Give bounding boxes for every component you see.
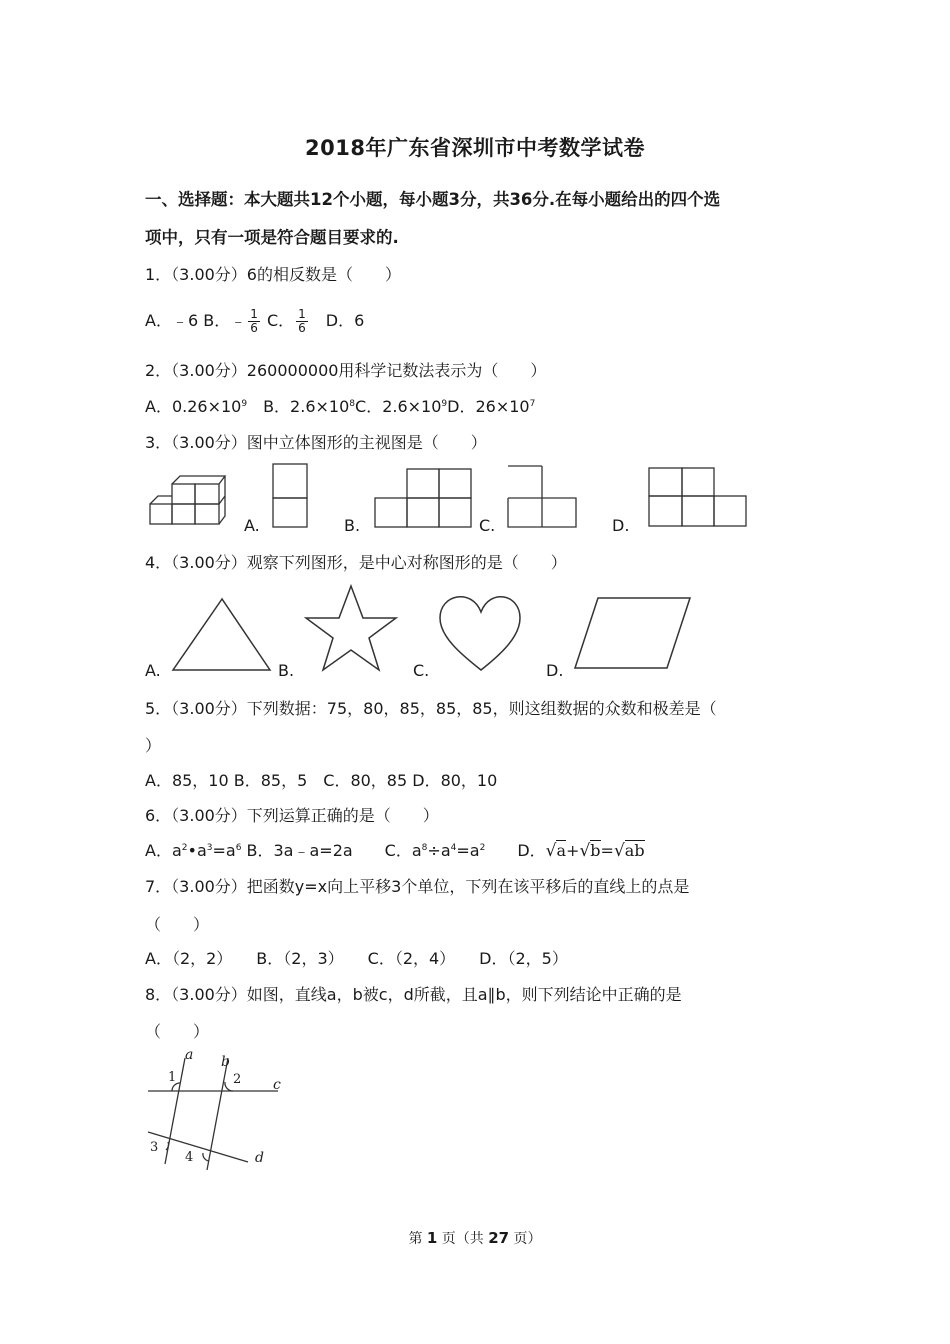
q3-label-b: B. <box>344 516 361 535</box>
q6-a-eq: =a <box>212 841 236 860</box>
q4-heart-shape <box>440 597 520 670</box>
q3-option-a-view <box>273 464 307 527</box>
q8-label-4: 4 <box>185 1150 194 1165</box>
q6-a-exp1: 2 <box>181 843 188 853</box>
q3-label-c: C. <box>479 516 496 535</box>
q6-option-a: A．a <box>145 841 182 860</box>
q2-option-c: C．2.6×10 <box>355 397 442 416</box>
q2-options <box>145 394 535 417</box>
q8-label-3: 3 <box>150 1140 159 1155</box>
q6-radicand-b: b <box>590 841 601 860</box>
footer-mid: 页（共 <box>437 1231 489 1247</box>
q2-option-c-exp: 9 <box>441 399 448 409</box>
page-title: 2018年广东省深圳市中考数学试卷 <box>305 136 645 160</box>
q8-figure <box>0 1044 300 1174</box>
q6-c-exp1: 8 <box>421 843 428 853</box>
q4-triangle-shape <box>173 599 270 670</box>
q2-option-a: A．0.26×10 <box>145 397 242 416</box>
q1-fraction-c-den: 6 <box>298 321 306 335</box>
q1-fraction-b-num: 1 <box>250 307 258 321</box>
q3-solid-figure <box>150 476 225 524</box>
q4-stem: 4．（3.00分）观察下列图形，是中心对称图形的是（ ） <box>145 553 567 572</box>
q4-label-b: B. <box>278 661 295 680</box>
q3-option-c-view <box>508 466 576 527</box>
q3-label-d: D. <box>612 516 630 535</box>
q1-fraction-b <box>248 308 260 335</box>
q1-option-a: A．﹣6 B． <box>145 311 231 330</box>
q3-stem: 3．（3.00分）图中立体图形的主视图是（ ） <box>145 433 487 452</box>
q8-label-b: b <box>221 1054 230 1070</box>
q6-radical-expr: √a+√b=√ab <box>545 841 645 861</box>
q2-option-b: B．2.6×10 <box>247 397 350 416</box>
q4-label-a: A. <box>145 661 161 680</box>
q5-stem: 5．（3.00分）下列数据：75，80，85，85，85，则这组数据的众数和极差是（ <box>145 699 717 718</box>
q8-label-c: c <box>273 1077 281 1093</box>
q1-fraction-b-den: 6 <box>250 321 258 335</box>
q1-options <box>145 308 364 335</box>
q6-a-exp3: 6 <box>235 843 242 853</box>
q6-radicand-ab: ab <box>624 841 645 860</box>
q1-b-sign: ﹣ <box>230 311 247 330</box>
q2-option-d: D．26×10 <box>447 397 530 416</box>
q8-label-a: a <box>185 1047 194 1063</box>
q4-label-c: C. <box>413 661 430 680</box>
q5-options: A．85，10 B．85，5 C．80，85 D．80，10 <box>145 771 498 790</box>
q8-line-d <box>148 1132 248 1162</box>
q2-stem: 2．（3.00分）260000000用科学记数法表示为（ ） <box>145 361 547 380</box>
q8-label-1: 1 <box>168 1070 177 1085</box>
q6-stem: 6．（3.00分）下列运算正确的是（ ） <box>145 806 439 825</box>
q6-equals: = <box>600 841 614 860</box>
q3-label-a: A. <box>244 516 260 535</box>
q4-label-d: D. <box>546 661 564 680</box>
page-footer <box>0 1228 950 1248</box>
q7-stem-cont: （ ） <box>145 915 210 934</box>
q6-c-exp3: 2 <box>479 843 486 853</box>
q4-parallelogram-shape <box>575 598 690 668</box>
q6-a-mid: •a <box>187 841 207 860</box>
q4-star-shape <box>306 586 396 670</box>
q2-option-d-exp: 7 <box>529 399 536 409</box>
footer-page-number: 1 <box>426 1229 438 1247</box>
q1-option-d: D．6 <box>309 311 365 330</box>
q3-figures <box>0 458 950 538</box>
q3-option-d-view <box>649 468 746 526</box>
q5-stem-cont: ） <box>145 736 162 755</box>
q1-option-c: C． <box>261 311 295 330</box>
q6-option-d: D． <box>485 841 546 860</box>
q1-fraction-c-num: 1 <box>298 307 306 321</box>
q6-c-exp2: 4 <box>450 843 457 853</box>
q2-option-b-exp: 8 <box>349 399 356 409</box>
q6-options <box>145 838 645 861</box>
q6-c-eq: =a <box>456 841 480 860</box>
q8-label-2: 2 <box>233 1072 242 1087</box>
q2-option-a-exp: 9 <box>241 399 248 409</box>
q8-stem-cont: （ ） <box>145 1022 210 1041</box>
q6-c-mid: ÷a <box>427 841 451 860</box>
section-heading-line1: 一、选择题：本大题共12个小题，每小题3分，共36分.在每小题给出的四个选 <box>145 190 721 209</box>
q8-angle4-arc <box>203 1153 209 1161</box>
section-heading-line2: 项中，只有一项是符合题目要求的. <box>145 228 399 247</box>
q8-label-d: d <box>255 1150 264 1166</box>
q6-option-b: B．3a﹣a=2a C．a <box>241 841 422 860</box>
footer-pre: 第 <box>408 1231 427 1247</box>
footer-post: 页） <box>509 1231 542 1247</box>
q6-radicand-a: a <box>556 841 567 860</box>
q4-figures <box>0 582 950 682</box>
q6-plus: + <box>566 841 580 860</box>
q7-options: A．（2，2） B．（2，3） C．（2，4） D．（2，5） <box>145 949 568 968</box>
q3-option-b-view <box>375 469 471 527</box>
q1-fraction-c <box>296 308 308 335</box>
q8-angle2-arc <box>225 1082 233 1091</box>
footer-total-pages: 27 <box>488 1229 510 1247</box>
q1-stem: 1．（3.00分）6的相反数是（ ） <box>145 265 401 284</box>
q6-a-exp2: 3 <box>206 843 213 853</box>
q7-stem: 7．（3.00分）把函数y=x向上平移3个单位，下列在该平移后的直线上的点是 <box>145 877 690 896</box>
q8-stem: 8．（3.00分）如图，直线a，b被c，d所截，且a∥b，则下列结论中正确的是 <box>145 985 682 1004</box>
